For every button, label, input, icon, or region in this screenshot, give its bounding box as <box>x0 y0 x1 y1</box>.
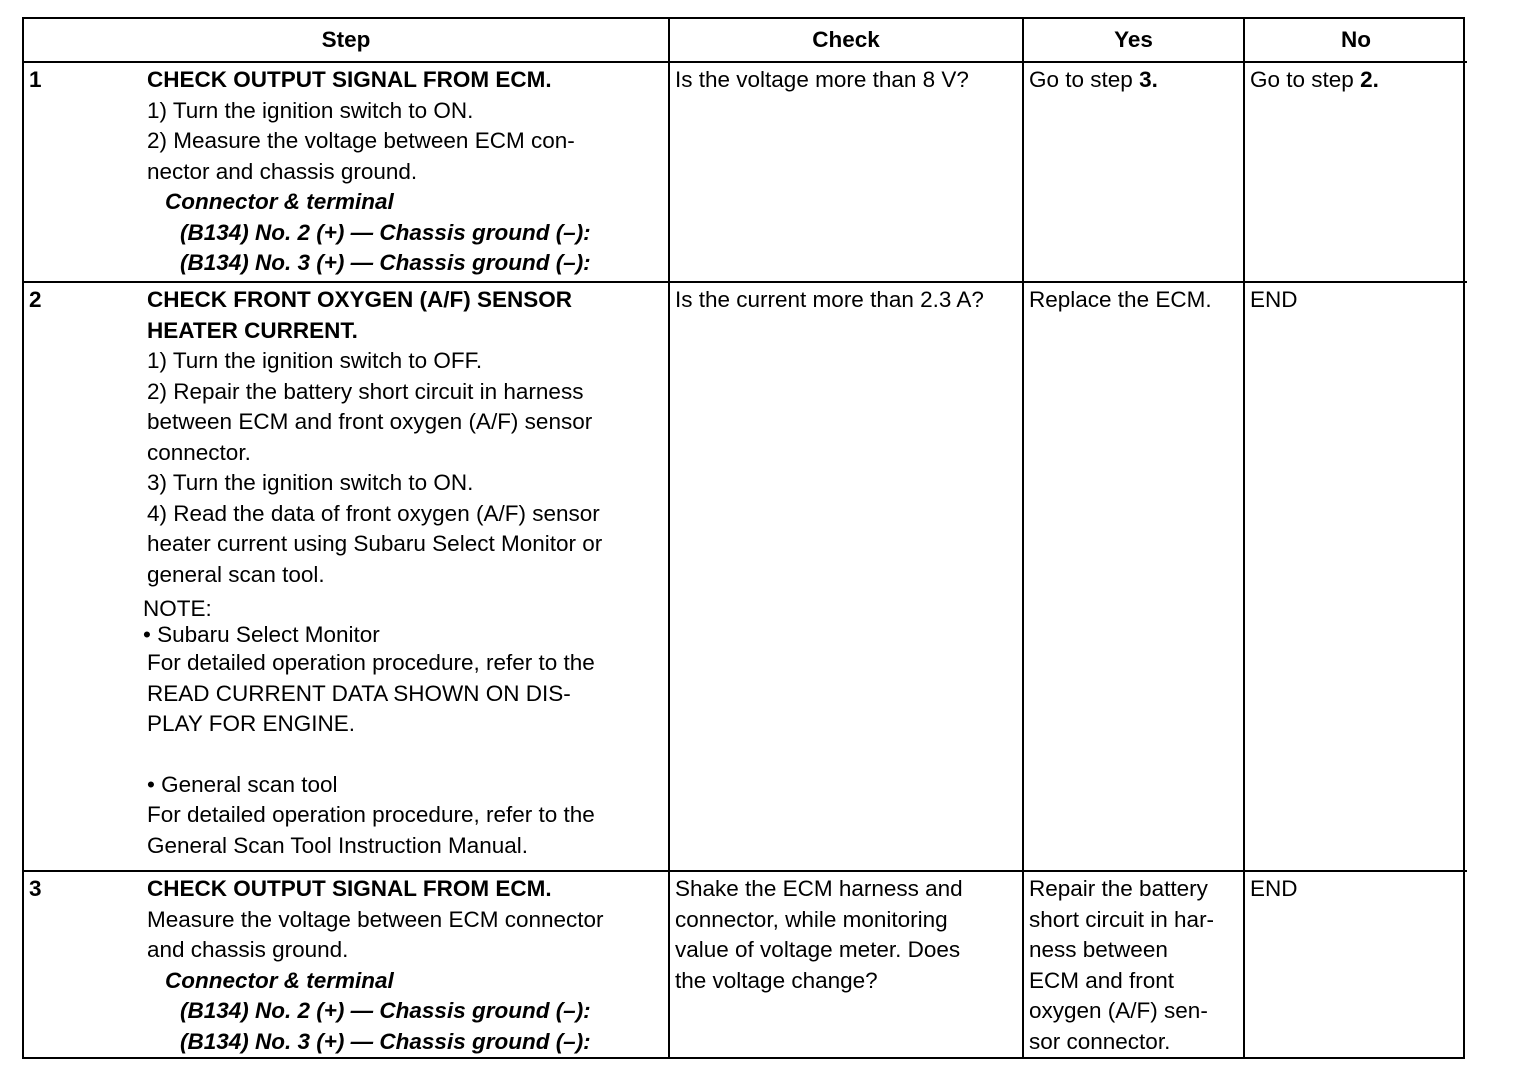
no-text: Go to step <box>1250 67 1361 92</box>
step-number: 1 <box>29 67 42 92</box>
step-cell-3 <box>24 871 669 1057</box>
yes-line: short circuit in har- <box>1029 906 1215 932</box>
yes-line: oxygen (A/F) sen- <box>1029 998 1208 1023</box>
check-text: Is the voltage more than 8 V? <box>675 67 969 92</box>
check-line: Shake the ECM harness and <box>675 876 963 901</box>
check-line: connector, while monitoring <box>675 906 948 932</box>
step-line: Measure the voltage between ECM connector <box>147 906 604 932</box>
no-cell-2 <box>1244 282 1467 871</box>
check-cell-3 <box>669 871 1023 1057</box>
yes-line: ECM and front <box>1029 967 1175 993</box>
check-text: Is the current more than 2.3 A? <box>675 287 984 312</box>
note-bullet: • Subaru Select Monitor <box>143 622 380 647</box>
connector-heading: Connector & terminal <box>165 967 394 993</box>
yes-step-ref: 3. <box>1139 67 1158 92</box>
step-line: 1) Turn the ignition switch to OFF. <box>147 348 483 373</box>
table-header-row <box>24 19 1467 62</box>
step-title: CHECK FRONT OXYGEN (A/F) SENSOR <box>147 287 573 312</box>
connector-item: (B134) No. 3 (+) — Chassis ground (–): <box>180 250 591 275</box>
step-cell-1 <box>24 62 669 282</box>
table-row-step-1 <box>24 62 1467 282</box>
table-row-step-2 <box>24 282 1467 871</box>
step-line: general scan tool. <box>147 561 325 587</box>
step-line: 3) Turn the ignition switch to ON. <box>147 470 474 495</box>
yes-text: Go to step <box>1029 67 1140 92</box>
step-line: connector. <box>147 439 251 465</box>
connector-heading: Connector & terminal <box>165 189 394 214</box>
note-line: For detailed operation procedure, refer to the <box>147 802 595 827</box>
header-check: Check <box>669 19 1023 62</box>
diagnostic-procedure-table <box>24 19 1467 1057</box>
yes-line: Repair the battery <box>1029 876 1208 901</box>
step-cell-2 <box>24 282 669 871</box>
diagnostic-table-page <box>22 17 1465 1059</box>
connector-item: (B134) No. 2 (+) — Chassis ground (–): <box>180 998 591 1023</box>
step-number: 3 <box>29 876 42 901</box>
yes-cell-3 <box>1023 871 1244 1057</box>
connector-item: (B134) No. 2 (+) — Chassis ground (–): <box>180 219 591 245</box>
table-row-step-3 <box>24 871 1467 1057</box>
no-cell-3 <box>1244 871 1467 1057</box>
header-step: Step <box>24 19 669 62</box>
step-line: 2) Repair the battery short circuit in harness <box>147 378 584 404</box>
note-line: General Scan Tool Instruction Manual. <box>147 832 529 858</box>
step-title: CHECK OUTPUT SIGNAL FROM ECM. <box>147 876 552 901</box>
yes-cell-2 <box>1023 282 1244 871</box>
no-text: END <box>1250 287 1298 312</box>
yes-line: sor connector. <box>1029 1028 1171 1054</box>
note-line: PLAY FOR ENGINE. <box>147 711 355 736</box>
note-block <box>143 596 662 648</box>
note-bullet: • General scan tool <box>147 771 338 797</box>
yes-text: Replace the ECM. <box>1029 287 1212 312</box>
step-line: and chassis ground. <box>147 937 349 962</box>
note-label: NOTE: <box>143 596 212 621</box>
yes-cell-1 <box>1023 62 1244 282</box>
header-no: No <box>1244 19 1467 62</box>
no-text: END <box>1250 876 1298 901</box>
step-line: 2) Measure the voltage between ECM con- <box>147 128 575 153</box>
note-line: READ CURRENT DATA SHOWN ON DIS- <box>147 680 571 706</box>
step-line: between ECM and front oxygen (A/F) sensor <box>147 409 593 434</box>
check-cell-1 <box>669 62 1023 282</box>
step-line: 1) Turn the ignition switch to ON. <box>147 97 474 123</box>
connector-item: (B134) No. 3 (+) — Chassis ground (–): <box>180 1028 591 1054</box>
header-yes: Yes <box>1023 19 1244 62</box>
note-line: For detailed operation procedure, refer to the <box>147 650 595 675</box>
step-line: nector and chassis ground. <box>147 158 418 184</box>
no-cell-1 <box>1244 62 1467 282</box>
step-title: CHECK OUTPUT SIGNAL FROM ECM. <box>147 67 552 92</box>
step-line: heater current using Subaru Select Monitor or <box>147 531 603 556</box>
step-line: 4) Read the data of front oxygen (A/F) sensor <box>147 500 600 526</box>
no-step-ref: 2. <box>1360 67 1379 92</box>
check-line: value of voltage meter. Does <box>675 937 961 962</box>
check-line: the voltage change? <box>675 967 878 993</box>
step-number: 2 <box>29 287 42 312</box>
note-spacer <box>147 740 662 770</box>
step-title: HEATER CURRENT. <box>147 317 358 343</box>
check-cell-2 <box>669 282 1023 871</box>
yes-line: ness between <box>1029 937 1168 962</box>
